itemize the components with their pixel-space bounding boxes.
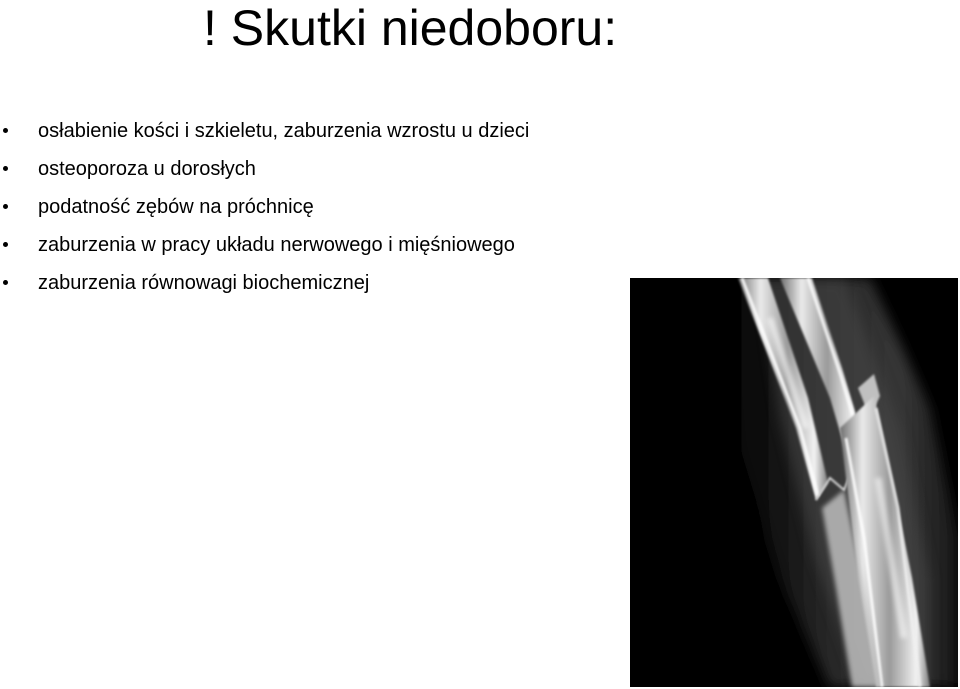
- bullet-text: podatność zębów na próchnicę: [38, 196, 314, 218]
- bullet-text: osteoporoza u dorosłych: [38, 158, 256, 180]
- bullet-item: [0, 228, 700, 266]
- bullet-item: [0, 266, 700, 304]
- bullet-text: zaburzenia równowagi biochemicznej: [38, 272, 370, 294]
- slide-title: ! Skutki niedoboru:: [203, 0, 618, 56]
- bullet-item: [0, 190, 700, 228]
- xray-image: [630, 278, 958, 687]
- bullet-dot-icon: [3, 204, 8, 209]
- bullet-list: [0, 114, 700, 304]
- bullet-dot-icon: [3, 280, 8, 285]
- bullet-dot-icon: [3, 242, 8, 247]
- bullet-dot-icon: [3, 166, 8, 171]
- bullet-item: [0, 114, 700, 152]
- fractured-bone-xray-illustration: [630, 278, 958, 687]
- bullet-text: zaburzenia w pracy układu nerwowego i mięśniowego: [38, 234, 515, 256]
- bullet-dot-icon: [3, 128, 8, 133]
- bullet-item: [0, 152, 700, 190]
- bullet-text: osłabienie kości i szkieletu, zaburzenia wzrostu u dzieci: [38, 120, 530, 142]
